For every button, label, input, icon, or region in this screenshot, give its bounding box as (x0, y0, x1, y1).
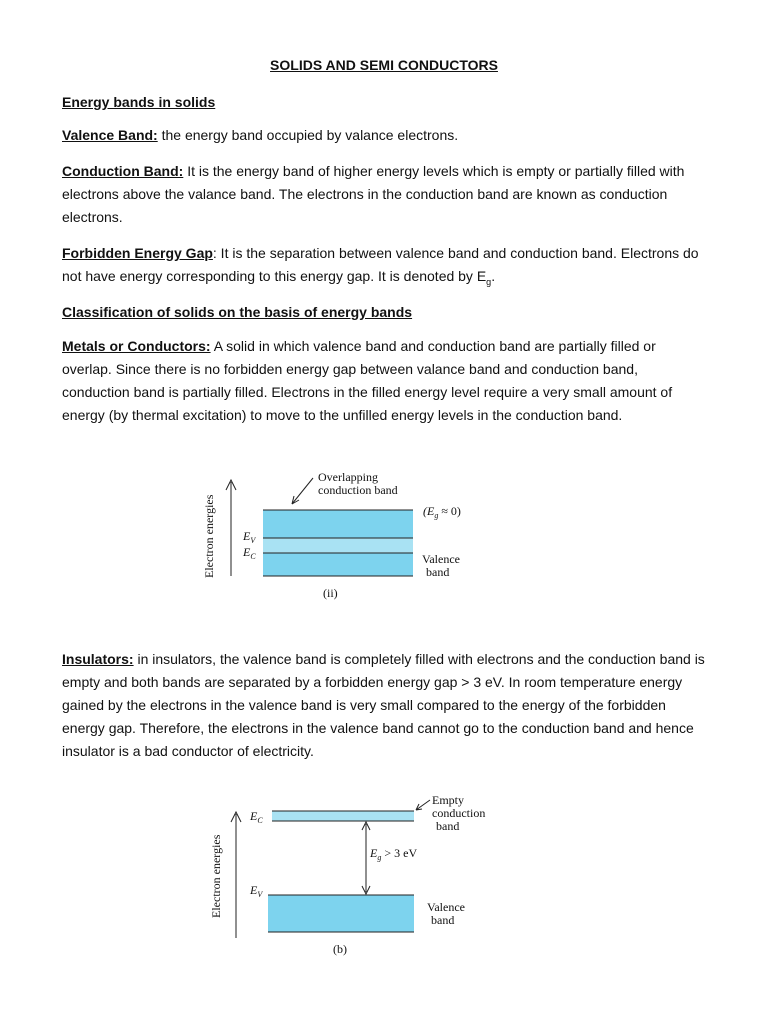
empty-label-line2: conduction (432, 806, 486, 820)
valence-band (268, 895, 414, 932)
overlap-band-upper (263, 510, 413, 538)
ev-label-sub: V (250, 536, 256, 545)
eg-label-sub: g (434, 511, 439, 520)
gap-label-rest: > 3 eV (381, 846, 418, 860)
gap-label-sub: g (377, 853, 382, 862)
eg-label-rest: ≈ 0) (438, 504, 461, 518)
conduction-band (272, 811, 414, 821)
term-metals: Metals or Conductors: (62, 338, 211, 354)
overlap-band-middle (263, 538, 413, 553)
eg-label-main: (E (423, 504, 435, 518)
ec-label (249, 809, 263, 825)
ec-label-sub: C (257, 816, 263, 825)
gap-label (369, 846, 417, 862)
ec-label-main: E (250, 809, 258, 823)
ec-label (242, 545, 256, 561)
term-insulators: Insulators: (62, 651, 134, 667)
valence-band-lower (263, 553, 413, 576)
paragraph-metals (62, 335, 708, 427)
gap-label-main: E (370, 846, 378, 860)
valence-label-line2: band (426, 565, 450, 579)
paragraph-forbidden-gap (62, 242, 708, 294)
metals-text: A solid in which valence band and conduction band are partially filled or overlap. Since there is no forbidden energy gap between valance band and conduction band, conduction band is partially filled. Electrons in the filled energy level require a very small amount of energy (by thermal excitation) to move to the unfilled energy levels in the conduction band. (62, 338, 673, 423)
axis-label: Electron energies (202, 494, 216, 578)
page-title: SOLIDS AND SEMI CONDUCTORS (270, 57, 498, 73)
insulator-band-diagram (200, 790, 510, 965)
ev-label-sub: V (257, 890, 263, 899)
axis-label: Electron energies (209, 834, 223, 918)
eg-label (423, 504, 461, 520)
section-heading-energy-bands: Energy bands in solids (62, 94, 216, 110)
paragraph-conduction-band (62, 160, 708, 229)
valence-label-line1: Valence (427, 900, 465, 914)
ev-label (249, 883, 263, 899)
metal-band-diagram (195, 460, 495, 605)
valence-label-line2: band (431, 913, 455, 927)
term-forbidden-gap: Forbidden Energy Gap (62, 245, 213, 261)
valence-band-text: the energy band occupied by valance electrons. (157, 127, 459, 143)
term-valence-band: Valence Band: (62, 127, 158, 143)
ev-label-main: E (250, 883, 258, 897)
conduction-band-text: It is the energy band of higher energy levels which is empty or partially filled with electrons above the valance band. The electrons in the conduction band are known as conduction electrons. (62, 163, 685, 225)
overlap-label-line2: conduction band (318, 483, 398, 497)
overlap-label-line1: Overlapping (318, 470, 378, 484)
empty-band-pointer-icon (416, 800, 430, 810)
figure-caption: (ii) (323, 586, 338, 600)
forbidden-gap-text: : It is the separation between valence band and conduction band. Electrons do not have energy corresponding to this energy gap. It is denoted by E (62, 245, 699, 284)
paragraph-insulators (62, 648, 708, 763)
ev-label (242, 529, 256, 545)
ec-label-main: E (243, 545, 251, 559)
forbidden-gap-period: . (491, 268, 496, 284)
overlap-pointer-line (292, 478, 313, 504)
empty-label-line1: Empty (432, 793, 464, 807)
term-conduction-band: Conduction Band: (62, 163, 184, 179)
empty-label-line3: band (436, 819, 460, 833)
insulators-text: in insulators, the valence band is completely filled with electrons and the conduction band is empty and both bands are separated by a forbidden energy gap > 3 eV. In room temperature energy gained by the electrons in the valence band is very small compared to the energy of the forbidden energy gap. Therefore, the electrons in the valence band cannot go to the conduction band and hence insulator is a bad conductor of electricity. (62, 651, 705, 759)
valence-label-line1: Valence (422, 552, 460, 566)
forbidden-gap-subscript: g (486, 276, 492, 287)
ec-label-sub: C (250, 552, 256, 561)
figure-caption: (b) (333, 942, 347, 956)
section-heading-classification: Classification of solids on the basis of energy bands (62, 304, 413, 320)
paragraph-valence-band (62, 124, 708, 147)
ev-label-main: E (243, 529, 251, 543)
